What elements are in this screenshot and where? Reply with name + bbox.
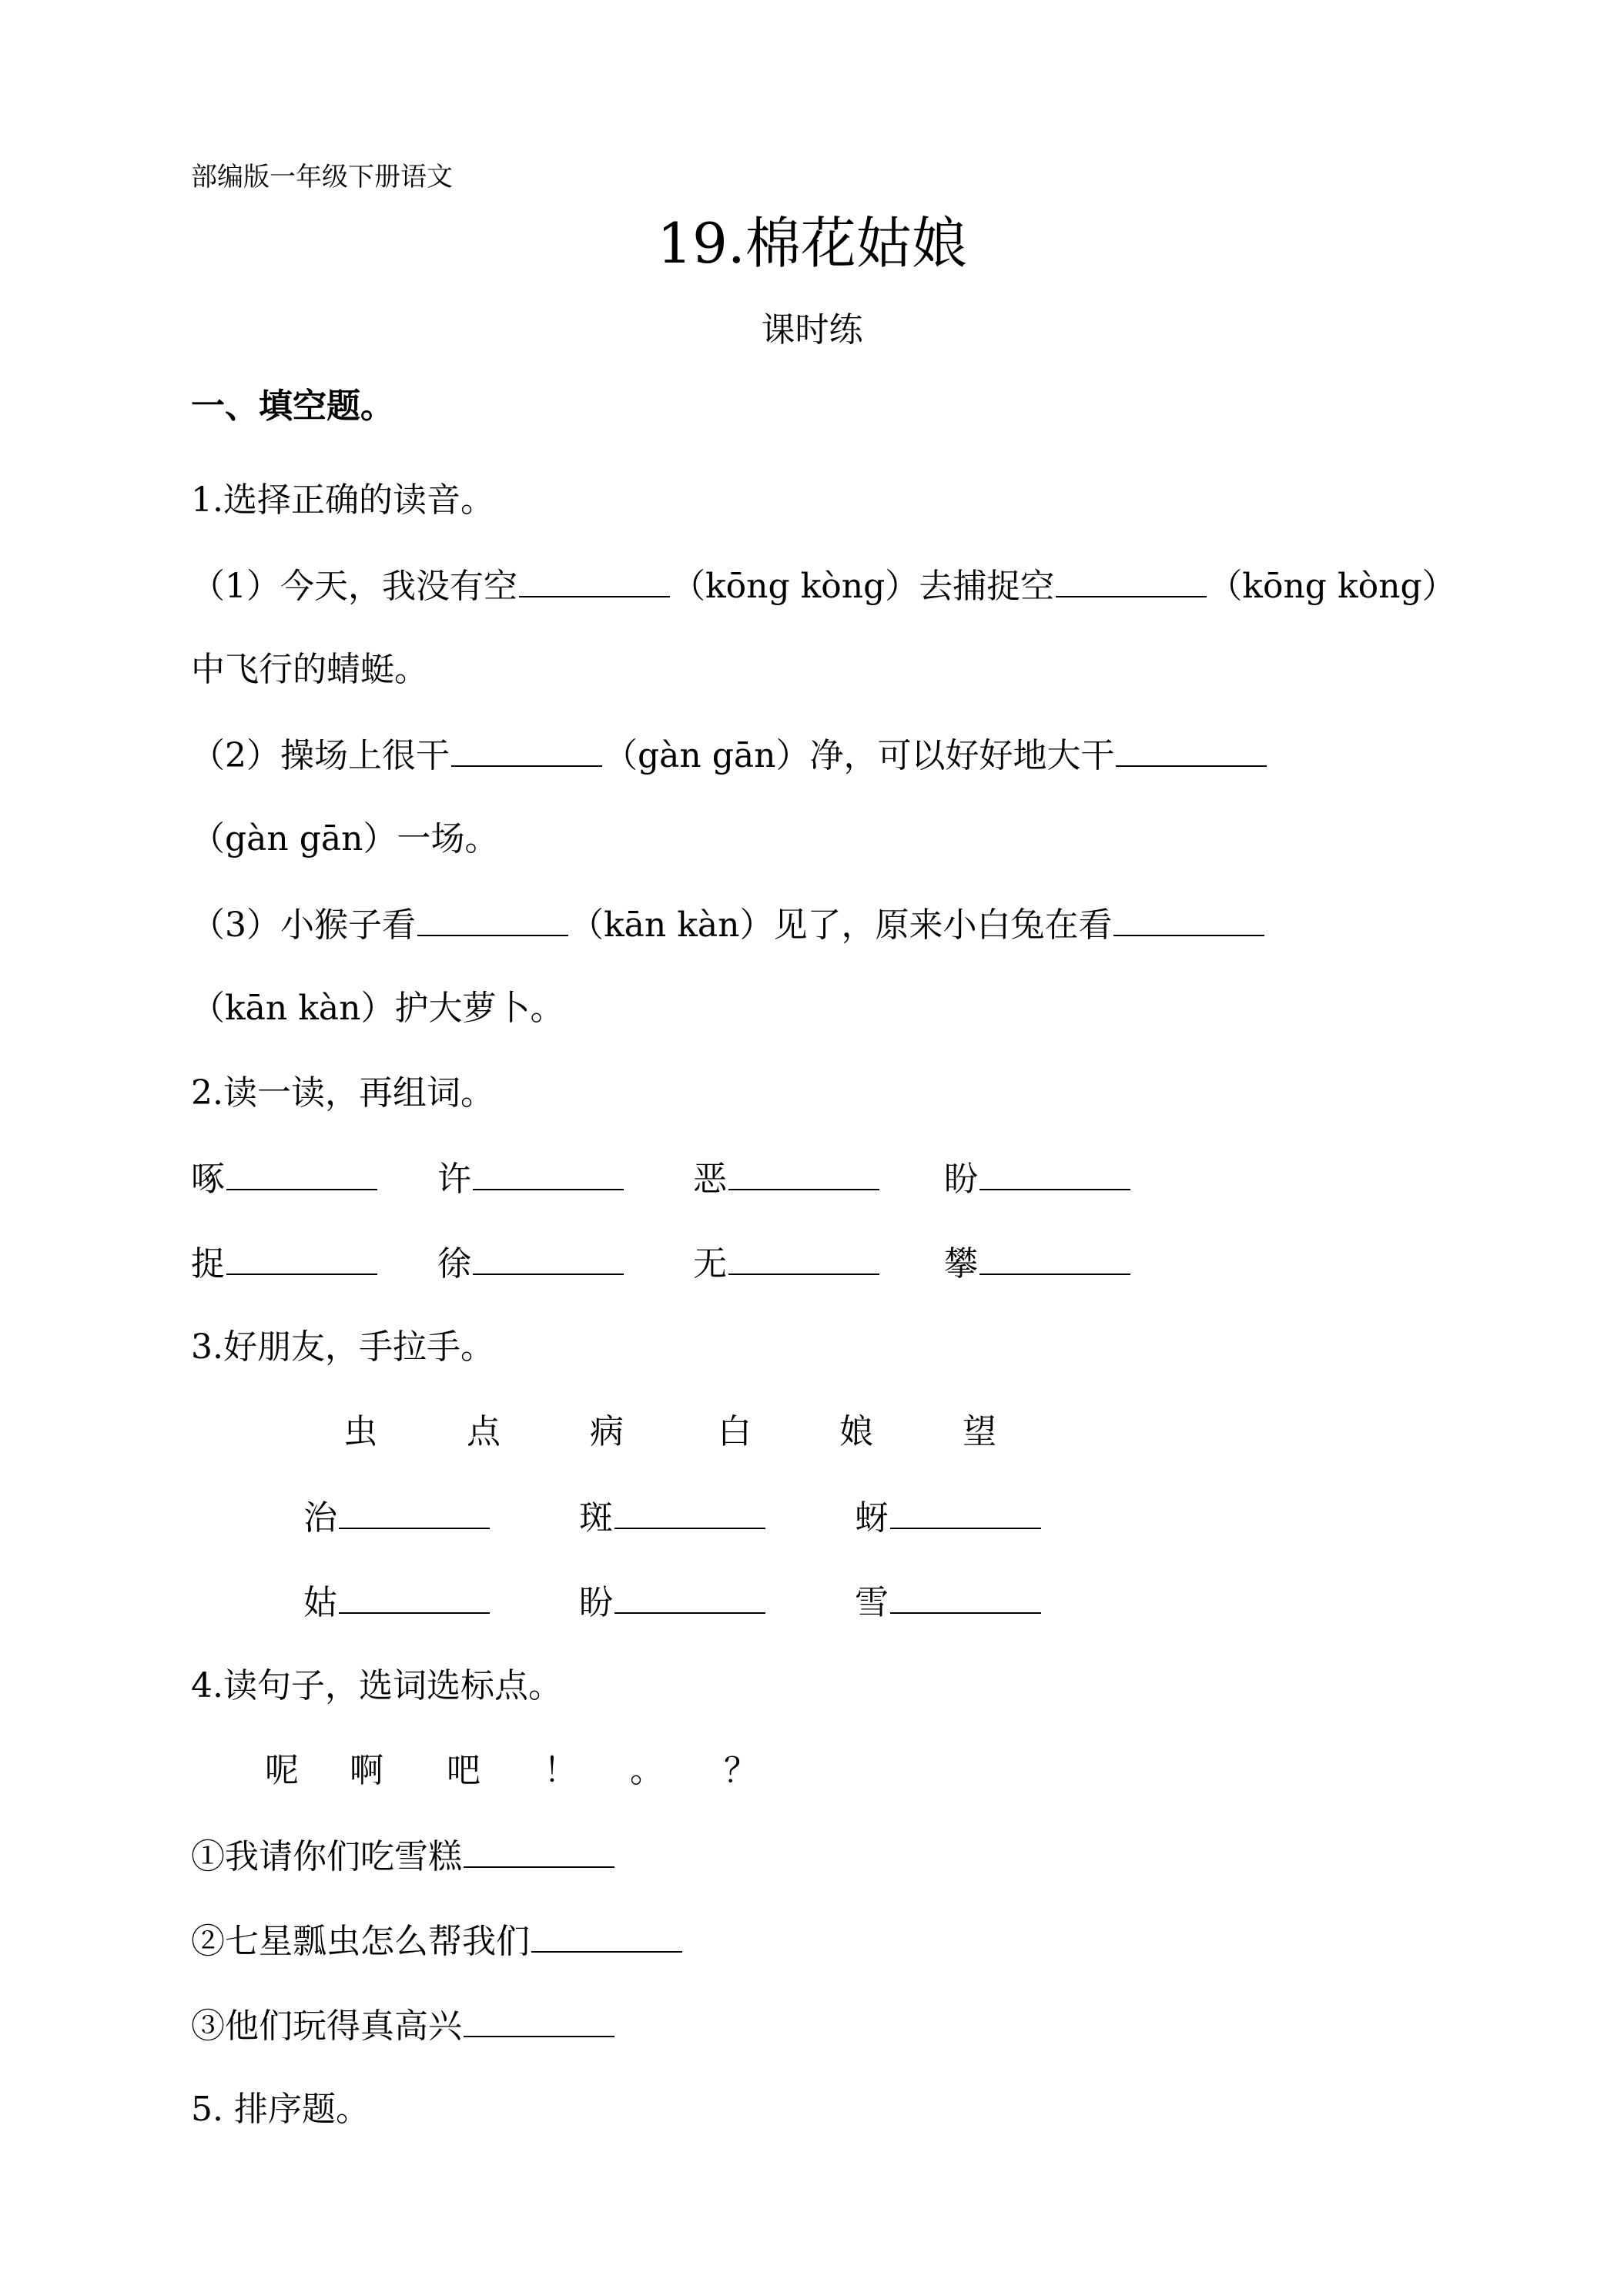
word-cell	[437, 1155, 625, 1203]
question-4-sentence-3	[191, 2002, 616, 2050]
character: 无	[693, 1244, 727, 1284]
character: 盼	[579, 1583, 613, 1622]
option-word: 虫	[343, 1412, 377, 1451]
answer-blank[interactable]	[417, 901, 568, 936]
question-1-sentence-2-cont: （gàn gān）一场。	[191, 819, 499, 858]
character: 治	[303, 1498, 337, 1538]
match-cell	[303, 1494, 491, 1541]
option-word: 病	[590, 1412, 624, 1451]
character: 蚜	[855, 1498, 889, 1538]
match-cell	[579, 1578, 767, 1626]
answer-blank[interactable]	[473, 1240, 624, 1275]
question-5-label: 5. 排序题。	[191, 2090, 370, 2129]
option-punctuation: 。	[630, 1751, 664, 1790]
word-cell	[944, 1240, 1132, 1287]
answer-blank[interactable]	[979, 1240, 1130, 1275]
character: 啄	[191, 1160, 225, 1199]
character: 恶	[693, 1160, 727, 1199]
question-4-sentence-1	[191, 1832, 616, 1880]
section-heading: 一、填空题。	[191, 387, 394, 426]
answer-blank[interactable]	[473, 1155, 624, 1190]
answer-blank[interactable]	[1116, 731, 1267, 767]
question-1-sentence-3	[191, 901, 1266, 949]
character: 许	[437, 1160, 471, 1199]
sentence-text: （2）操场上很干	[191, 736, 450, 775]
option-word: 吧	[447, 1751, 481, 1790]
answer-blank[interactable]	[614, 1578, 765, 1614]
sentence-text: （3）小猴子看	[191, 905, 416, 945]
word-cell	[437, 1240, 625, 1287]
option-word: 呢	[265, 1751, 299, 1790]
character: 姑	[303, 1583, 337, 1622]
answer-blank[interactable]	[531, 1917, 682, 1953]
word-cell	[944, 1155, 1132, 1203]
question-3-label: 3.好朋友，手拉手。	[191, 1327, 494, 1367]
answer-blank[interactable]	[1113, 901, 1264, 936]
character: 攀	[944, 1244, 978, 1284]
option-word: 啊	[350, 1751, 383, 1790]
pinyin-choice: （kān kàn）见了，原来小白兔在看	[570, 905, 1113, 945]
option-word: 娘	[839, 1412, 873, 1451]
option-word: 点	[467, 1412, 501, 1451]
answer-blank[interactable]	[226, 1155, 377, 1190]
answer-blank[interactable]	[890, 1578, 1041, 1614]
question-1-sentence-1-cont: 中飞行的蜻蜓。	[191, 650, 428, 689]
answer-blank[interactable]	[451, 731, 602, 767]
character: 徐	[437, 1244, 471, 1284]
option-word: 望	[963, 1412, 996, 1451]
question-1-label: 1.选择正确的读音。	[191, 480, 494, 520]
page-subtitle: 课时练	[761, 310, 863, 350]
sentence-text: ①我请你们吃雪糕	[191, 1837, 462, 1876]
answer-blank[interactable]	[979, 1155, 1130, 1190]
header: 部编版一年级下册语文	[191, 162, 453, 192]
answer-blank[interactable]	[890, 1494, 1041, 1529]
answer-blank[interactable]	[226, 1240, 377, 1275]
answer-blank[interactable]	[339, 1494, 490, 1529]
word-cell	[693, 1155, 881, 1203]
answer-blank[interactable]	[464, 1832, 614, 1868]
pinyin-choice: （kōng kòng）	[1208, 567, 1456, 606]
answer-blank[interactable]	[464, 2002, 614, 2037]
answer-blank[interactable]	[728, 1240, 879, 1275]
pinyin-choice: （kōng kòng）去捕捉空	[671, 567, 1055, 606]
option-word: 白	[718, 1412, 752, 1451]
match-cell	[855, 1494, 1043, 1541]
answer-blank[interactable]	[519, 562, 670, 597]
option-punctuation: ！	[544, 1751, 578, 1790]
question-1-sentence-2	[191, 731, 1268, 779]
sentence-text: ②七星瓢虫怎么帮我们	[191, 1922, 530, 1961]
match-cell	[579, 1494, 767, 1541]
answer-blank[interactable]	[1056, 562, 1207, 597]
question-2-label: 2.读一读，再组词。	[191, 1073, 494, 1113]
word-cell	[693, 1240, 881, 1287]
question-1-sentence-1	[191, 562, 1456, 610]
pinyin-choice: （gàn gān）净，可以好好地大干	[604, 736, 1115, 775]
word-cell	[191, 1240, 379, 1287]
character: 捉	[191, 1244, 225, 1284]
match-cell	[303, 1578, 491, 1626]
match-cell	[855, 1578, 1043, 1626]
character: 雪	[855, 1583, 889, 1622]
question-1-sentence-3-cont: （kān kàn）护大萝卜。	[191, 989, 564, 1028]
sentence-text: （1）今天，我没有空	[191, 567, 517, 606]
word-cell	[191, 1155, 379, 1203]
page-title: 19.棉花姑娘	[657, 211, 967, 276]
character: 盼	[944, 1160, 978, 1199]
character: 斑	[579, 1498, 613, 1538]
question-4-label: 4.读句子，选词选标点。	[191, 1666, 562, 1705]
answer-blank[interactable]	[339, 1578, 490, 1614]
option-punctuation: ？	[724, 1751, 758, 1790]
sentence-text: ③他们玩得真高兴	[191, 2006, 462, 2046]
answer-blank[interactable]	[614, 1494, 765, 1529]
question-4-sentence-2	[191, 1917, 684, 1965]
answer-blank[interactable]	[728, 1155, 879, 1190]
